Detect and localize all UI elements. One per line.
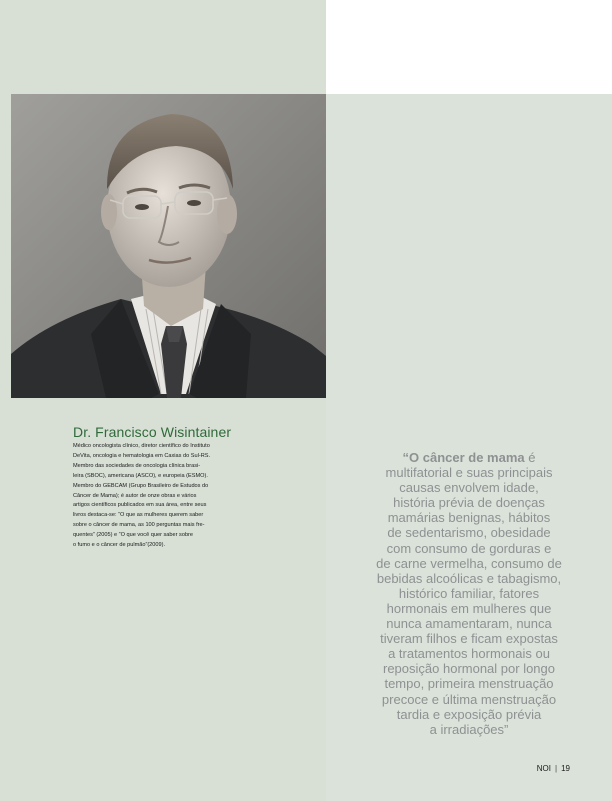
quote-line — [340, 450, 598, 465]
bio-line: quentes” (2005) e “O que você quer saber sobre — [73, 532, 194, 539]
page-footer — [537, 764, 570, 773]
quote-lead-rest: é — [524, 450, 536, 465]
quote-line: causas envolvem idade, — [399, 480, 539, 496]
bio-line: Membro das sociedades de oncologia clínica brasi- — [73, 462, 201, 469]
bio-line: artigos científicos publicados em sua área, entre seus — [73, 502, 207, 509]
page-number: 19 — [561, 764, 570, 773]
bio-line: livros destaca-se: “O que as mulheres querem saber — [73, 512, 204, 519]
quote-line: reposição hormonal por longo — [383, 661, 555, 677]
quote-line: história prévia de doenças — [393, 495, 545, 511]
bio-line: o fumo e o câncer de pulmão”(2009). — [73, 542, 166, 549]
bio-line: Câncer de Mama); é autor de onze obras e vários — [73, 492, 197, 499]
quote-lead-bold: “O câncer de mama — [402, 450, 525, 465]
bio-line: leira (SBOC), americana (ASCO), e europeia (ESMO). — [73, 472, 208, 479]
footer-separator: | — [555, 764, 558, 773]
pull-quote — [340, 450, 598, 737]
quote-line: de carne vermelha, consumo de — [376, 555, 562, 571]
quote-line: de sedentarismo, obesidade — [387, 525, 551, 541]
right-top-whitespace — [326, 0, 612, 94]
portrait-photo — [11, 94, 326, 398]
quote-line: histórico familiar, fatores — [398, 585, 540, 601]
quote-line: bebidas alcoólicas e tabagismo, — [376, 570, 562, 586]
bio-line: Membro do GEBCAM (Grupo Brasileiro de Estudos do — [73, 482, 209, 489]
bio-line: Médico oncologista clínico, diretor científico do Instituto — [73, 443, 210, 449]
quote-line: tardia e exposição prévia — [396, 706, 542, 722]
magazine-name: NOI — [536, 764, 552, 773]
quote-line: mamárias benignas, hábitos — [387, 510, 551, 526]
doctor-bio — [73, 442, 273, 551]
quote-line: tiveram filhos e ficam expostas — [380, 631, 558, 647]
quote-line: tempo, primeira menstruação — [384, 676, 554, 692]
doctor-name: Dr. Francisco Wisintainer — [73, 424, 232, 440]
bio-line: DeVita, oncologia e hematologia em Caxias do Sul-RS. — [73, 452, 211, 459]
quote-line: hormonais em mulheres que — [386, 600, 552, 616]
quote-line: com consumo de gorduras e — [386, 540, 552, 556]
quote-line: multifatorial e suas principais — [385, 465, 553, 481]
quote-line: nunca amamentaram, nunca — [386, 616, 552, 632]
bio-line: sobre o câncer de mama, as 100 perguntas mais fre- — [73, 522, 205, 529]
quote-line: a irradiações” — [429, 721, 509, 737]
quote-line: precoce e última menstruação — [381, 691, 557, 707]
quote-line: a tratamentos hormonais ou — [388, 646, 550, 662]
